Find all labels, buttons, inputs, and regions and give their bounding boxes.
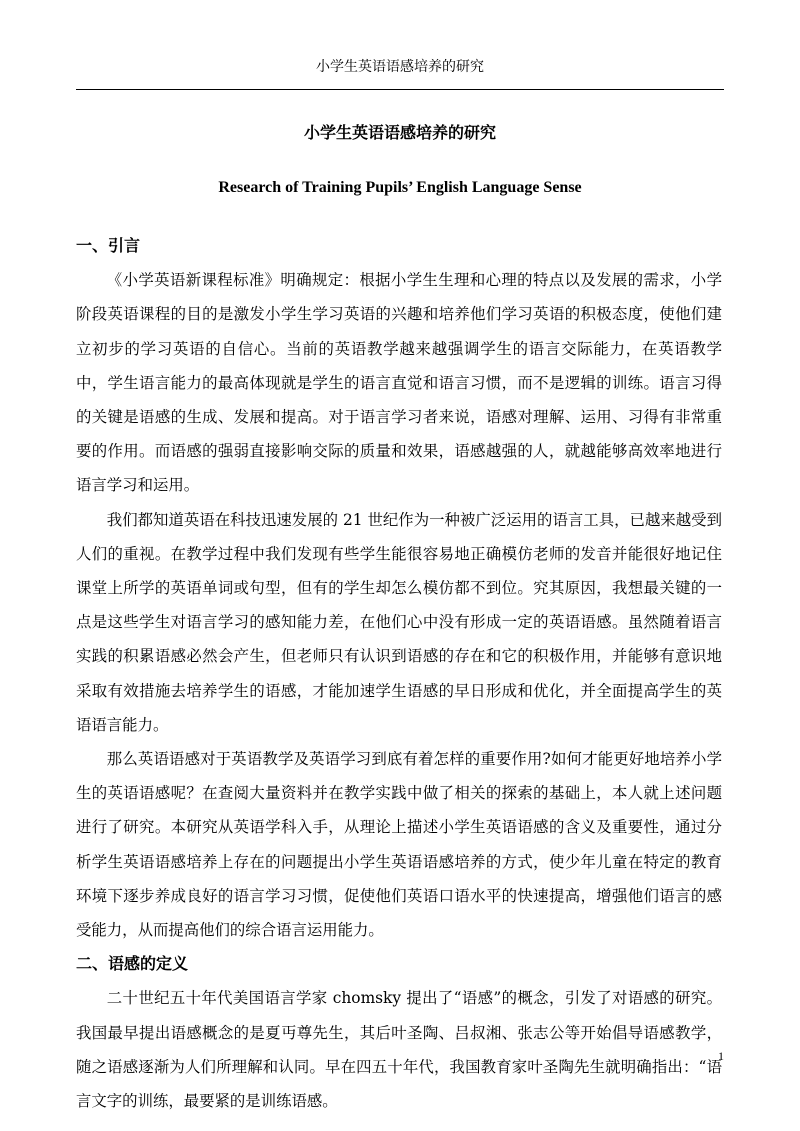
- section-heading-definition: 二、语感的定义: [76, 954, 189, 974]
- section-heading-introduction: 一、引言: [76, 236, 141, 255]
- document-body: [76, 229, 722, 1118]
- section-definition: [76, 947, 722, 1118]
- paragraph: 那么英语语感对于英语教学及英语学习到底有着怎样的重要作用?如何才能更好地培养小学生的英语语感呢？在查阅大量资料并在教学实践中做了相关的探索的基础上，本人就上述问题进行了研究。本研究从英语学科入手，从理论上描述小学生英语语感的含义及重要性，通过分析学生英语语感培养上存在的问题提出小学生英语语感培养的方式，使少年儿童在特定的教育环境下逐步养成良好的语言学习习惯，促使他们英语口语水平的快速提高，增强他们语言的感受能力，从而提高他们的综合语言运用能力。: [76, 750, 722, 940]
- document-title-english: Research of Training Pupils’ English Language Sense: [218, 179, 582, 196]
- header-rule: [76, 89, 724, 90]
- running-header-title: 小学生英语语感培养的研究: [316, 59, 484, 75]
- page-number: 1: [718, 1049, 724, 1063]
- document-title-chinese: 小学生英语语感培养的研究: [303, 123, 496, 142]
- paragraph: 《小学英语新课程标准》明确规定：根据小学生生理和心理的特点以及发展的需求，小学阶段英语课程的目的是激发小学生学习英语的兴趣和培养他们学习英语的积极态度，使他们建立初步的学习英语的自信心。当前的英语教学越来越强调学生的语言交际能力，在英语教学中，学生语言能力的最高体现就是学生的语言直觉和语言习惯，而不是逻辑的训练。语言习得的关键是语感的生成、发展和提高。对于语言学习者来说，语感对理解、运用、习得有非常重要的作用。而语感的强弱直接影响交际的质量和效果，语感越强的人，就越能够高效率地进行语言学习和运用。: [76, 271, 722, 495]
- paragraph: 二十世纪五十年代美国语言学家 chomsky 提出了“语感”的概念，引发了对语感的研究。我国最早提出语感概念的是夏丏尊先生，其后叶圣陶、吕叔湘、张志公等开始倡导语感教学，随之语感逐渐为人们所理解和认同。早在四五十年代，我国教育家叶圣陶先生就明确指出：“语言文字的训练，最要紧的是训练语感。: [76, 989, 722, 1111]
- paragraph: 我们都知道英语在科技迅速发展的 21 世纪作为一种被广泛运用的语言工具，已越来越受到人们的重视。在教学过程中我们发现有些学生能很容易地正确模仿老师的发音并能很好地记住课堂上所学的英语单词或句型，但有的学生却怎么模仿都不到位。究其原因，我想最关键的一点是这些学生对语言学习的感知能力差，在他们心中没有形成一定的英语语感。虽然随着语言实践的积累语感必然会产生，但老师只有认识到语感的存在和它的积极作用，并能够有意识地采取有效措施去培养学生的语感，才能加速学生语感的早日形成和优化，并全面提高学生的英语语言能力。: [76, 510, 722, 734]
- section-introduction: [76, 229, 722, 947]
